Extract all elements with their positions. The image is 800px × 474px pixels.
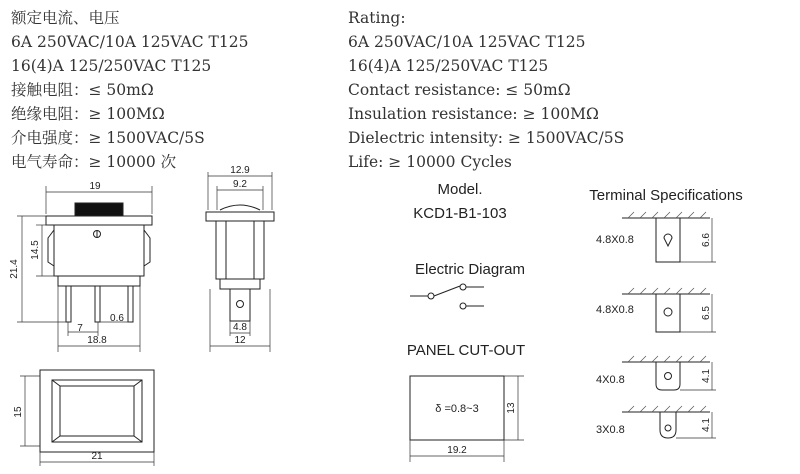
dim-side-top-width: 12.9 [230, 165, 250, 176]
spec-cn-life: 电气寿命：≥ 10000 次 [11, 153, 177, 171]
dim-body-height: 14.5 [30, 240, 41, 260]
top-view [13, 370, 154, 466]
dim-side-inner-width: 9.2 [233, 179, 247, 190]
terminal-3-dim: 4.1 [701, 369, 712, 383]
spec-en-title: Rating: [348, 9, 406, 27]
terminal-2-size: 4.8X0.8 [596, 304, 634, 316]
spec-en-contact: Contact resistance: ≤ 50mΩ [348, 81, 571, 99]
terminal-1-dim: 6.6 [701, 233, 712, 247]
side-view [206, 165, 274, 352]
spec-cn-dielectric: 介电强度：≥ 1500VAC/5S [11, 129, 205, 147]
dim-pin-width: 0.6 [110, 313, 124, 324]
dim-top-view-width: 21 [91, 451, 103, 462]
dim-top-view-height: 15 [13, 406, 24, 418]
terminal-1-size: 4.8X0.8 [596, 234, 634, 246]
terminal-4-dim: 4.1 [701, 418, 712, 432]
dim-base-width: 18.8 [87, 335, 107, 346]
terminal-spec-2 [596, 288, 716, 332]
spec-cn-insulation: 绝缘电阻：≥ 100MΩ [11, 105, 165, 123]
terminal-3-size: 4X0.8 [596, 374, 625, 386]
front-view [9, 181, 152, 352]
spec-en-rating1: 6A 250VAC/10A 125VAC T125 [348, 33, 586, 51]
spec-en-insulation: Insulation resistance: ≥ 100MΩ [348, 105, 599, 123]
spec-en-life: Life: ≥ 10000 Cycles [348, 153, 512, 171]
spec-cn-rating1: 6A 250VAC/10A 125VAC T125 [11, 33, 249, 51]
terminal-specs-label: Terminal Specifications [589, 187, 743, 204]
spec-cn-rating2: 16(4)A 125/250VAC T125 [11, 57, 212, 75]
spec-cn-contact: 接触电阻：≤ 50mΩ [11, 81, 154, 99]
panel-width: 19.2 [447, 445, 467, 456]
dim-total-height: 21.4 [9, 259, 20, 279]
terminal-4-size: 3X0.8 [596, 424, 625, 436]
spec-cn-title: 额定电流、电压 [11, 9, 120, 27]
panel-height: 13 [506, 402, 517, 414]
dim-front-width: 19 [89, 181, 101, 192]
model-label: Model. [437, 181, 483, 198]
model-value: KCD1-B1-103 [413, 205, 507, 222]
dim-pin-spacing: 7 [77, 323, 83, 334]
terminal-spec-3 [596, 356, 716, 390]
spec-en-rating2: 16(4)A 125/250VAC T125 [348, 57, 549, 75]
electric-diagram-symbol [410, 284, 484, 309]
panel-thickness: δ =0.8~3 [435, 403, 479, 415]
panel-cutout-drawing [410, 376, 524, 462]
terminal-spec-4 [596, 406, 716, 438]
dim-side-base-width: 12 [234, 335, 246, 346]
dim-terminal-width: 4.8 [233, 322, 247, 333]
panel-cutout-label: PANEL CUT-OUT [406, 342, 526, 359]
terminal-2-dim: 6.5 [701, 306, 712, 320]
terminal-spec-1 [596, 212, 716, 262]
spec-en-dielectric: Dielectric intensity: ≥ 1500VAC/5S [348, 129, 625, 147]
electric-diagram-label: Electric Diagram [414, 261, 526, 278]
